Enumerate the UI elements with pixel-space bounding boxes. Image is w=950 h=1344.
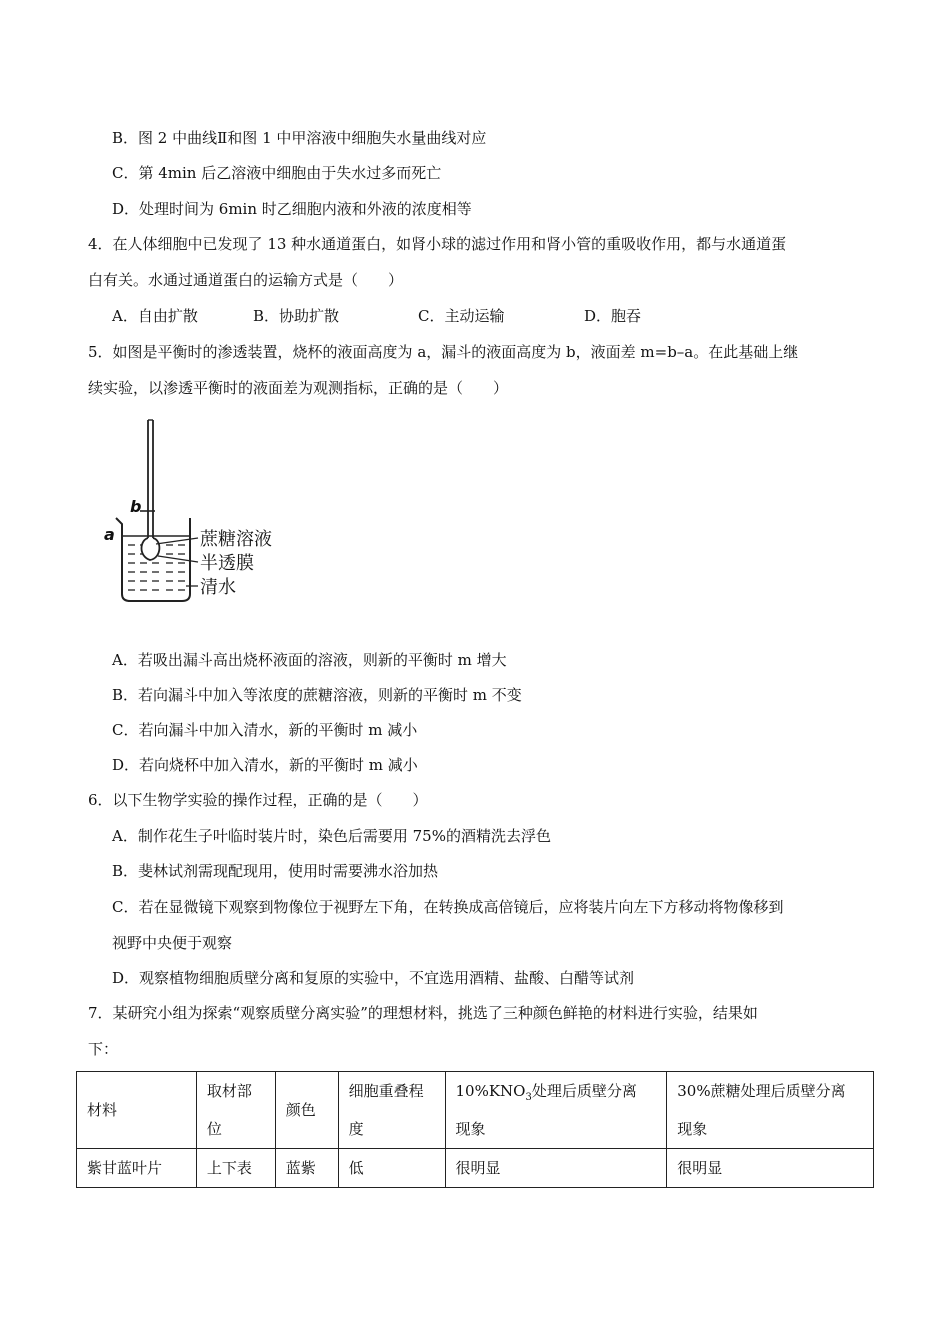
leader-membrane [158, 556, 198, 562]
q5-stem-line1: 5．如图是平衡时的渗透装置，烧杯的液面高度为 a，漏斗的液面高度为 b，液面差 m=b–a。在此基础上继 [88, 343, 799, 361]
q5-option-b: B．若向漏斗中加入等浓度的蔗糖溶液，则新的平衡时 m 不变 [112, 686, 522, 704]
header-material: 材料 [77, 1072, 197, 1149]
label-semipermeable-membrane: 半透膜 [200, 553, 254, 574]
table-cell: 蓝紫 [275, 1149, 338, 1188]
label-b: b [130, 497, 142, 516]
label-a: a [104, 525, 115, 544]
q6-option-d: D．观察植物细胞质壁分离和复原的实验中，不宜选用酒精、盐酸、白醋等试剂 [112, 969, 635, 987]
q7-stem-line1: 7．某研究小组为探索“观察质壁分离实验”的理想材料，挑选了三种颜色鲜艳的材料进行实验，结果如 [88, 1004, 758, 1022]
q4-option-c: C．主动运输 [418, 307, 505, 325]
table-row [77, 1149, 874, 1188]
table-header-row [77, 1072, 874, 1149]
table-cell: 低 [338, 1149, 445, 1188]
table-cell: 很明显 [445, 1149, 667, 1188]
table-cell: 紫甘蓝叶片 [77, 1149, 197, 1188]
q7-results-table [76, 1071, 874, 1188]
header-sucrose-result: 30%蔗糖处理后质壁分离 现象 [667, 1072, 874, 1149]
table-cell: 很明显 [667, 1149, 874, 1188]
q4-option-a: A．自由扩散 [112, 307, 198, 325]
header-color: 颜色 [275, 1072, 338, 1149]
q5-option-c: C．若向漏斗中加入清水，新的平衡时 m 减小 [112, 721, 418, 739]
q4-stem-line2: 白有关。水通过通道蛋白的运输方式是（ ） [88, 271, 404, 289]
q6-option-a: A．制作花生子叶临时装片时，染色后需要用 75%的酒精洗去浮色 [112, 827, 551, 845]
header-sampling-site: 取材部 位 [196, 1072, 275, 1149]
table-cell: 上下表 [196, 1149, 275, 1188]
q6-option-c-line1: C．若在显微镜下观察到物像位于视野左下角，在转换成高倍镜后，应将装片向左下方移动将物像移到 [112, 898, 784, 916]
q5-stem-line2: 续实验，以渗透平衡时的液面差为观测指标，正确的是（ ） [88, 379, 509, 397]
q4-option-d: D．胞吞 [584, 307, 642, 325]
osmosis-apparatus-figure [100, 414, 300, 609]
q3-option-d: D．处理时间为 6min 时乙细胞内液和外液的浓度相等 [112, 200, 472, 218]
q3-option-b: B．图 2 中曲线Ⅱ和图 1 中甲溶液中细胞失水量曲线对应 [112, 129, 487, 147]
funnel-bulb [142, 538, 160, 560]
label-clear-water: 清水 [200, 577, 236, 598]
q5-option-a: A．若吸出漏斗高出烧杯液面的溶液，则新的平衡时 m 增大 [112, 651, 507, 669]
header-cell-overlap: 细胞重叠程 度 [338, 1072, 445, 1149]
q5-option-d: D．若向烧杯中加入清水，新的平衡时 m 减小 [112, 756, 418, 774]
q6-stem: 6．以下生物学实验的操作过程，正确的是（ ） [88, 791, 428, 809]
header-kno3-result: $10\%KNO_3$处理后质壁分离 现象 [445, 1072, 667, 1149]
q4-option-b: B．协助扩散 [253, 307, 340, 325]
q4-stem-line1: 4．在人体细胞中已发现了 13 种水通道蛋白，如肾小球的滤过作用和肾小管的重吸收作用，都与水通道蛋 [88, 235, 787, 253]
leader-sucrose [156, 538, 198, 544]
label-sucrose-solution: 蔗糖溶液 [200, 529, 272, 550]
q7-stem-line2: 下： [88, 1040, 119, 1058]
q6-option-b: B．斐林试剂需现配现用，使用时需要沸水浴加热 [112, 862, 439, 880]
q3-option-c: C．第 4min 后乙溶液中细胞由于失水过多而死亡 [112, 164, 442, 182]
q6-option-c-line2: 视野中央便于观察 [112, 934, 233, 952]
